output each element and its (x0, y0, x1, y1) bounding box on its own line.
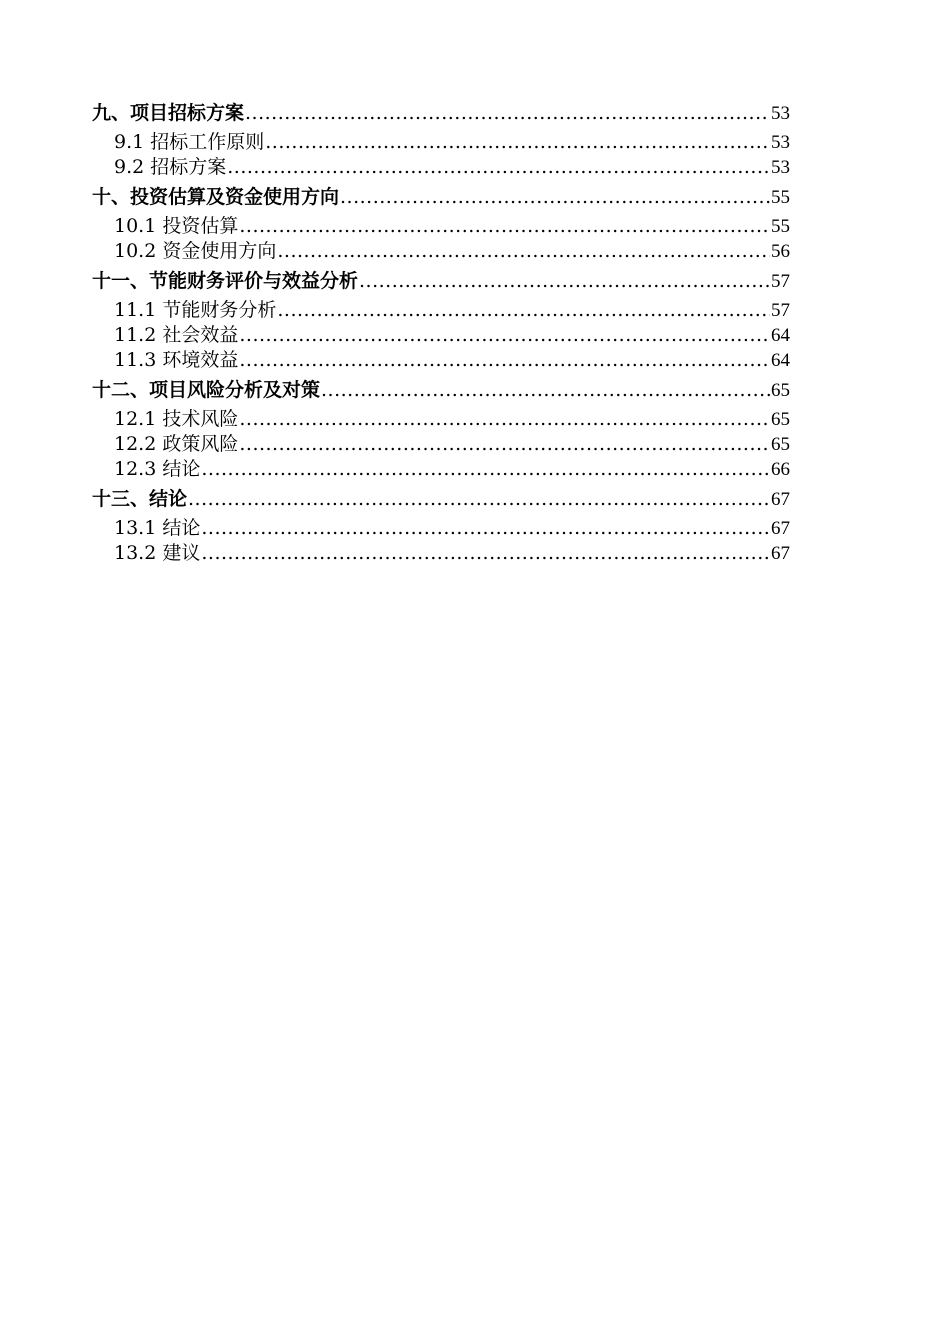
toc-page-number: 53 (771, 132, 790, 153)
toc-page-number: 55 (771, 187, 790, 208)
toc-dot-leader (239, 432, 770, 457)
toc-page-number: 57 (771, 300, 790, 321)
toc-entry-label: 十三、结论 (92, 488, 188, 510)
toc-page-number: 65 (771, 380, 790, 401)
toc-dot-leader (277, 239, 770, 264)
toc-dot-leader (245, 96, 770, 130)
toc-entry-12-2[interactable] (92, 432, 790, 457)
toc-entry-label: 12.1 技术风险 (114, 408, 239, 430)
toc-entry-chapter-10[interactable] (92, 180, 790, 214)
toc-entry-11-3[interactable] (92, 348, 790, 373)
toc-entry-13-1[interactable] (92, 516, 790, 541)
toc-dot-leader (239, 348, 770, 373)
toc-entry-chapter-12[interactable] (92, 373, 790, 407)
toc-entry-label: 10.2 资金使用方向 (114, 240, 277, 262)
toc-page-number: 57 (771, 271, 790, 292)
toc-entry-label: 11.1 节能财务分析 (114, 299, 277, 321)
toc-page-number: 67 (771, 543, 790, 564)
toc-entry-label: 9.2 招标方案 (114, 156, 227, 178)
toc-dot-leader (201, 541, 770, 566)
toc-dot-leader (227, 155, 770, 180)
toc-page-number: 64 (771, 325, 790, 346)
toc-entry-chapter-9[interactable] (92, 96, 790, 130)
toc-entry-12-1[interactable] (92, 407, 790, 432)
toc-entry-label: 13.1 结论 (114, 517, 201, 539)
toc-entry-10-2[interactable] (92, 239, 790, 264)
toc-entry-10-1[interactable] (92, 214, 790, 239)
toc-dot-leader (239, 214, 770, 239)
toc-page-number: 65 (771, 434, 790, 455)
toc-dot-leader (321, 373, 770, 407)
toc-entry-chapter-11[interactable] (92, 264, 790, 298)
toc-page-number: 67 (771, 489, 790, 510)
toc-page-number: 56 (771, 241, 790, 262)
toc-entry-label: 十二、项目风险分析及对策 (92, 379, 321, 401)
toc-entry-9-2[interactable] (92, 155, 790, 180)
toc-dot-leader (265, 130, 770, 155)
toc-entry-label: 11.3 环境效益 (114, 349, 239, 371)
toc-page-number: 53 (771, 157, 790, 178)
toc-entry-11-1[interactable] (92, 298, 790, 323)
toc-entry-12-3[interactable] (92, 457, 790, 482)
toc-entry-label: 九、项目招标方案 (92, 102, 245, 124)
toc-page-number: 55 (771, 216, 790, 237)
toc-dot-leader (201, 457, 770, 482)
toc-entry-label: 13.2 建议 (114, 542, 201, 564)
toc-dot-leader (277, 298, 770, 323)
toc-page-number: 67 (771, 518, 790, 539)
toc-entry-11-2[interactable] (92, 323, 790, 348)
toc-dot-leader (201, 516, 770, 541)
toc-entry-label: 9.1 招标工作原则 (114, 131, 265, 153)
toc-entry-label: 10.1 投资估算 (114, 215, 239, 237)
toc-page-number: 53 (771, 103, 790, 124)
toc-dot-leader (359, 264, 770, 298)
toc-entry-label: 12.2 政策风险 (114, 433, 239, 455)
table-of-contents (92, 96, 790, 566)
toc-entry-chapter-13[interactable] (92, 482, 790, 516)
toc-entry-label: 十、投资估算及资金使用方向 (92, 186, 340, 208)
toc-page-number: 66 (771, 459, 790, 480)
toc-entry-label: 12.3 结论 (114, 458, 201, 480)
toc-entry-13-2[interactable] (92, 541, 790, 566)
toc-dot-leader (239, 407, 770, 432)
toc-dot-leader (239, 323, 770, 348)
toc-entry-9-1[interactable] (92, 130, 790, 155)
toc-entry-label: 11.2 社会效益 (114, 324, 239, 346)
toc-page-number: 64 (771, 350, 790, 371)
toc-page-number: 65 (771, 409, 790, 430)
toc-dot-leader (188, 482, 770, 516)
toc-dot-leader (340, 180, 770, 214)
toc-entry-label: 十一、节能财务评价与效益分析 (92, 270, 359, 292)
